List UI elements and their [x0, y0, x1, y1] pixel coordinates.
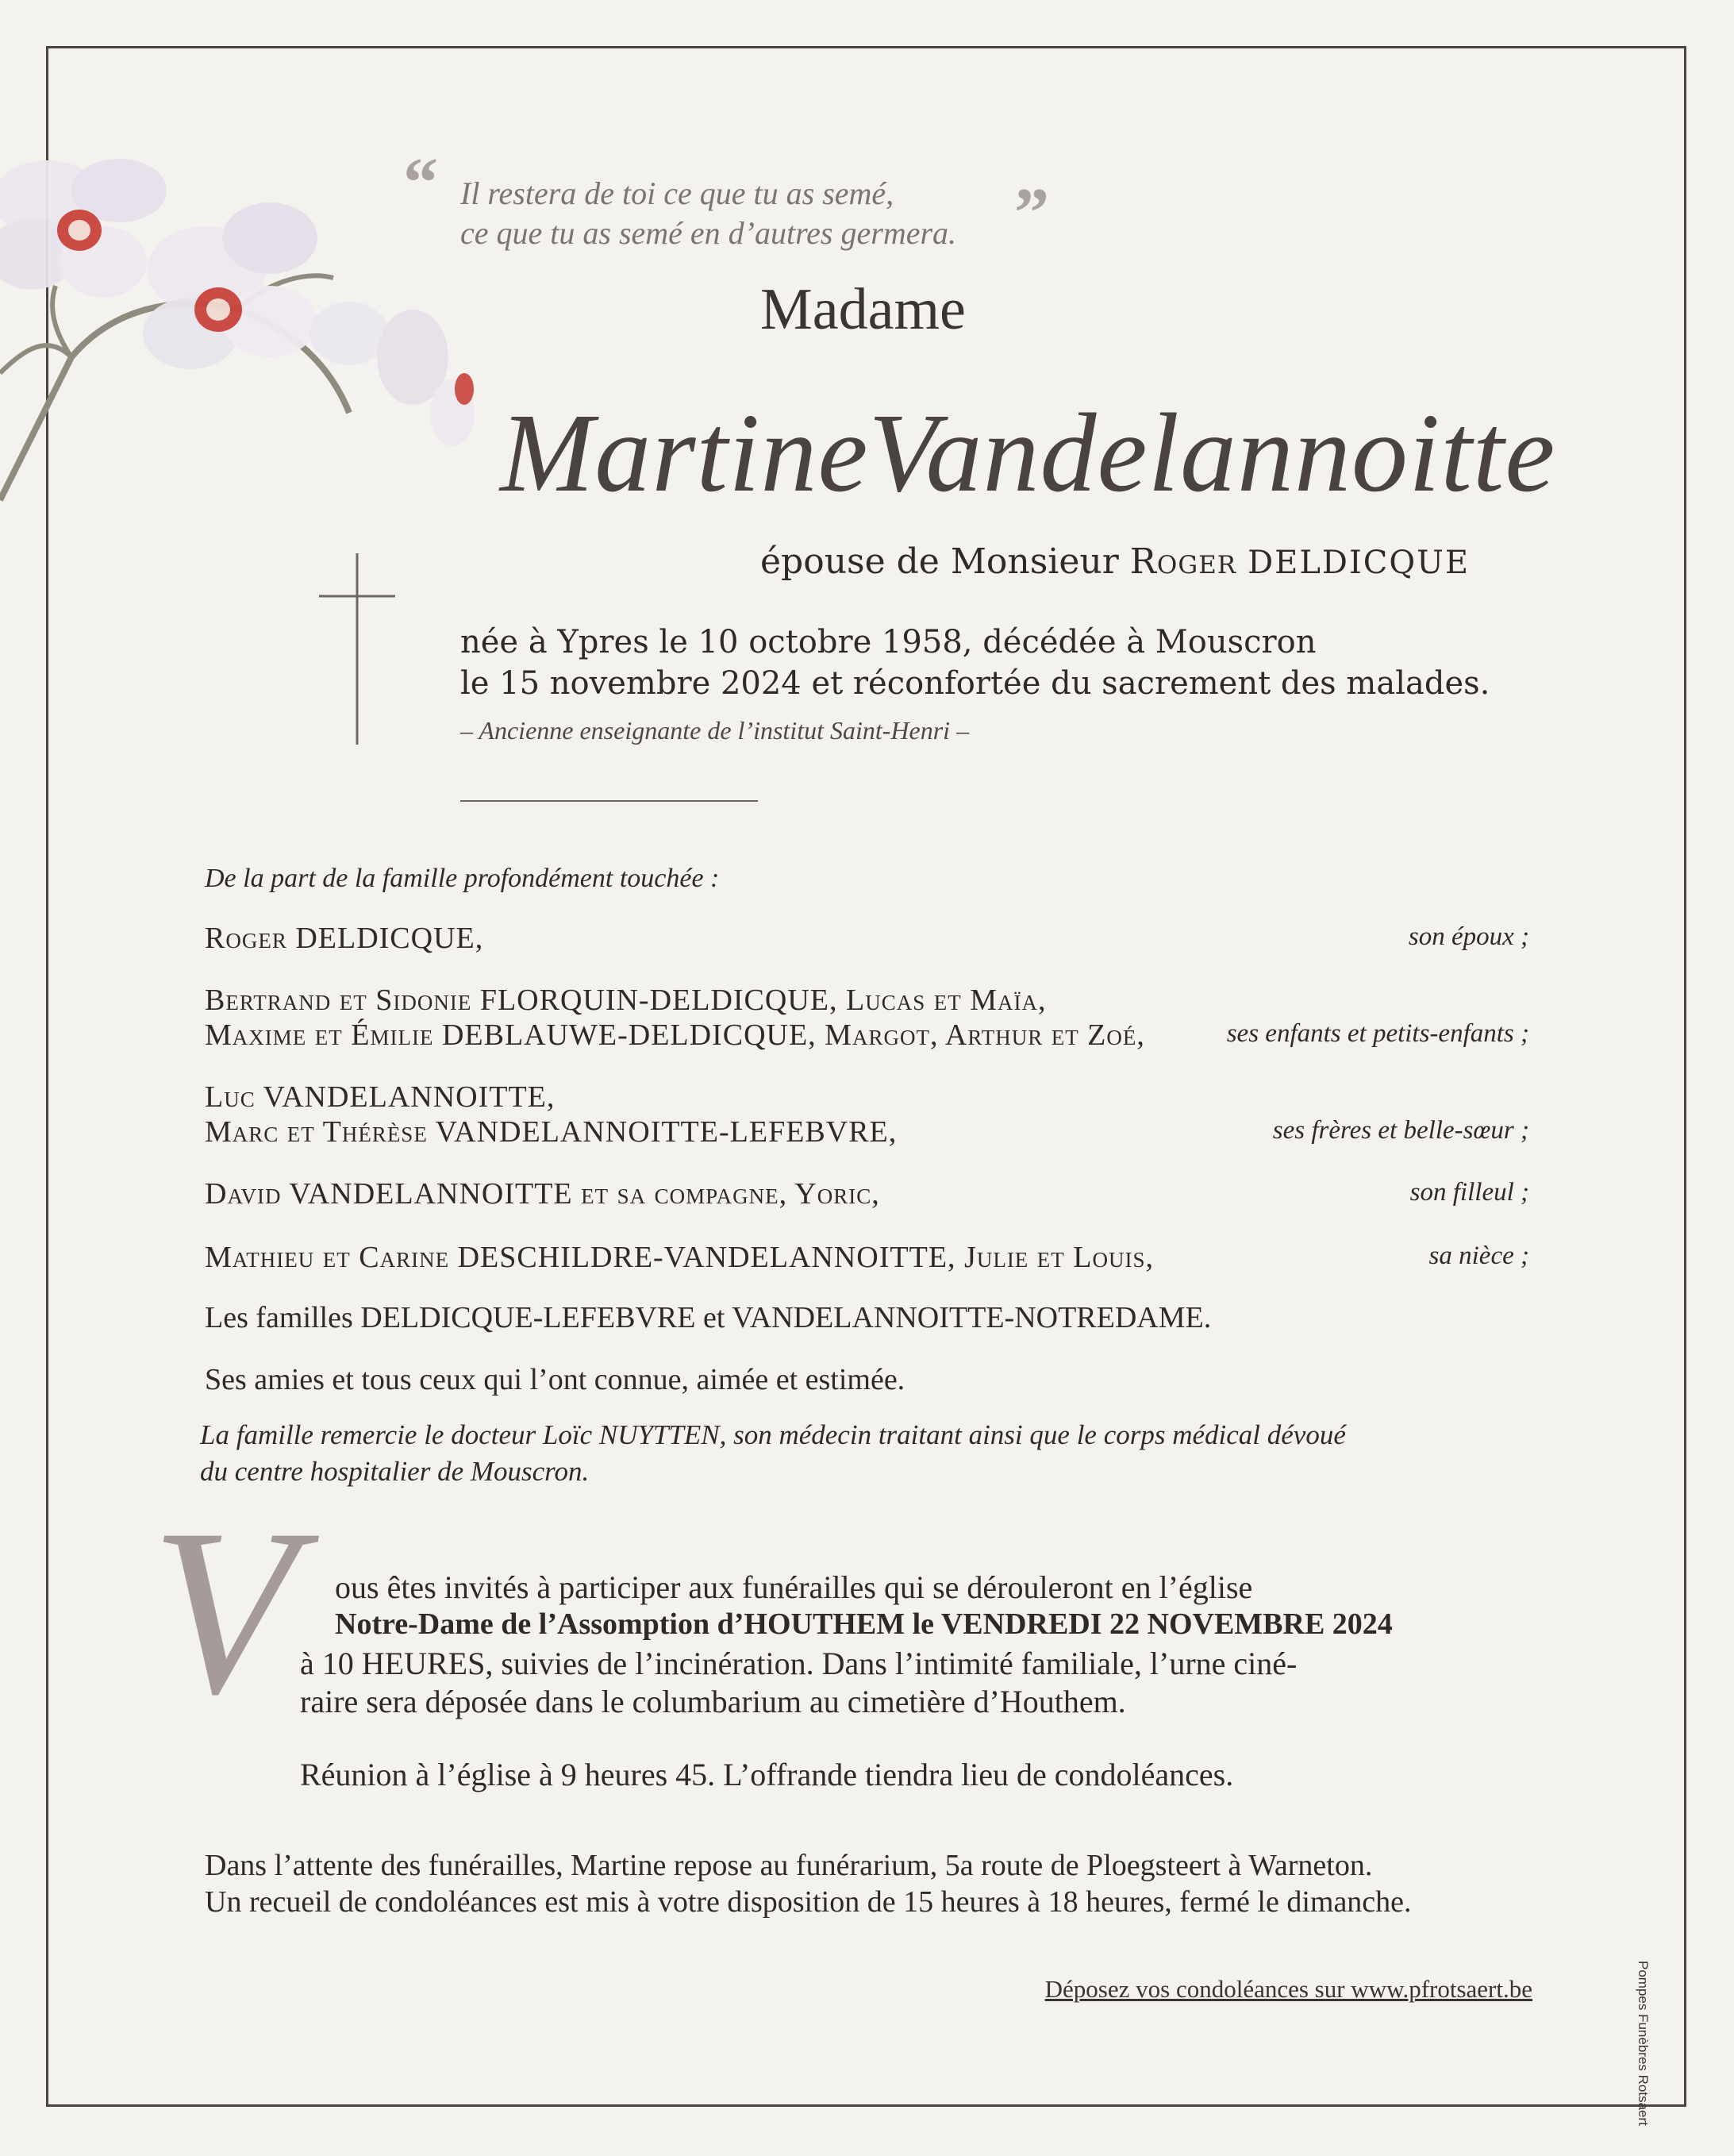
meeting-line: Réunion à l’église à 9 heures 45. L’offrande tiendra lieu de condoléances.: [300, 1757, 1234, 1792]
occupation-line: – Ancienne enseignante de l’institut Saint-Henri –: [460, 716, 970, 745]
family-row-5-line-1: Mathieu et Carine DESCHILDRE-VANDELANNOITTE, Julie et Louis,: [205, 1241, 1155, 1274]
divider-line: [460, 800, 758, 802]
spouse-last-name: DELDICQUE: [1248, 545, 1471, 581]
first-name: Martine: [500, 390, 869, 515]
family-row-3-line-1: Luc VANDELANNOITTE,: [205, 1080, 556, 1114]
condolences-link[interactable]: Déposez vos condoléances sur www.pfrotsaert.be: [1044, 1975, 1532, 2003]
funerarium-line-2: Un recueil de condoléances est mis à votre disposition de 15 heures à 18 heures, fermé le dimanche.: [205, 1885, 1412, 1919]
family-intro: De la part de la famille profondément touchée :: [205, 864, 720, 893]
family-row-3-relation: ses frères et belle-sœur ;: [1272, 1116, 1529, 1145]
thanks-line-2: du centre hospitalier de Mouscron.: [200, 1456, 590, 1487]
open-quote-mark: “: [403, 144, 438, 221]
family-row-2-relation: ses enfants et petits-enfants ;: [1226, 1019, 1529, 1048]
family-row-1-relation: son époux ;: [1408, 922, 1529, 951]
spouse-prefix: épouse de Monsieur: [760, 541, 1119, 582]
family-row-5-relation: sa nièce ;: [1428, 1242, 1529, 1270]
family-row-4-line-1: David VANDELANNOITTE et sa compagne, Yoric,: [205, 1177, 880, 1211]
vertical-credit: Pompes Funèbres Rotsaert: [1636, 1961, 1651, 2126]
friends-line: Ses amies et tous ceux qui l’ont connue, aimée et estimée.: [205, 1363, 905, 1396]
spouse-first-name: Roger: [1129, 541, 1237, 582]
last-name: Vandelannoitte: [868, 390, 1556, 515]
funeral-line-3: à 10 HEURES, suivies de l’incinération. Dans l’intimité familiale, l’urne ciné-: [300, 1646, 1298, 1681]
cross-icon: [317, 552, 397, 746]
funerarium-line-1: Dans l’attente des funérailles, Martine repose au funérarium, 5a route de Ploegsteert à Warneton.: [205, 1849, 1373, 1882]
epigraph-line-1: Il restera de toi ce que tu as semé,: [460, 175, 894, 211]
deceased-title: Madame: [760, 277, 966, 342]
funeral-line-2: Notre-Dame de l’Assomption d’HOUTHEM le VENDREDI 22 NOVEMBRE 2024: [335, 1607, 1393, 1641]
family-row-1-line-1: Roger DELDICQUE,: [205, 922, 484, 955]
funeral-line-1: ous êtes invités à participer aux funérailles qui se dérouleront en l’église: [335, 1569, 1253, 1605]
family-row-4-relation: son filleul ;: [1409, 1178, 1529, 1207]
bio-line-1: née à Ypres le 10 octobre 1958, décédée à Mouscron: [460, 624, 1317, 660]
bio-line-2: le 15 novembre 2024 et réconfortée du sacrement des malades.: [460, 665, 1490, 702]
family-row-2-line-2: Maxime et Émilie DEBLAUWE-DELDICQUE, Margot, Arthur et Zoé,: [205, 1018, 1145, 1052]
family-row-3-line-2: Marc et Thérèse VANDELANNOITTE-LEFEBVRE,: [205, 1115, 898, 1149]
family-row-2-line-1: Bertrand et Sidonie FLORQUIN-DELDICQUE, Lucas et Maïa,: [205, 984, 1047, 1017]
drop-cap: V: [151, 1480, 297, 1743]
spouse-line: [760, 541, 1470, 582]
epigraph-line-2: ce que tu as semé en d’autres germera.: [460, 215, 957, 251]
thanks-line-1: La famille remercie le docteur Loïc NUYTTEN, son médecin traitant ainsi que le corps médical dévoué: [200, 1419, 1346, 1450]
families-line: Les familles DELDICQUE-LEFEBVRE et VANDELANNOITTE-NOTREDAME.: [205, 1301, 1212, 1334]
close-quote-mark: ”: [1014, 175, 1049, 252]
deceased-name: [500, 387, 1555, 518]
funeral-line-4: raire sera déposée dans le columbarium au cimetière d’Houthem.: [300, 1684, 1126, 1719]
